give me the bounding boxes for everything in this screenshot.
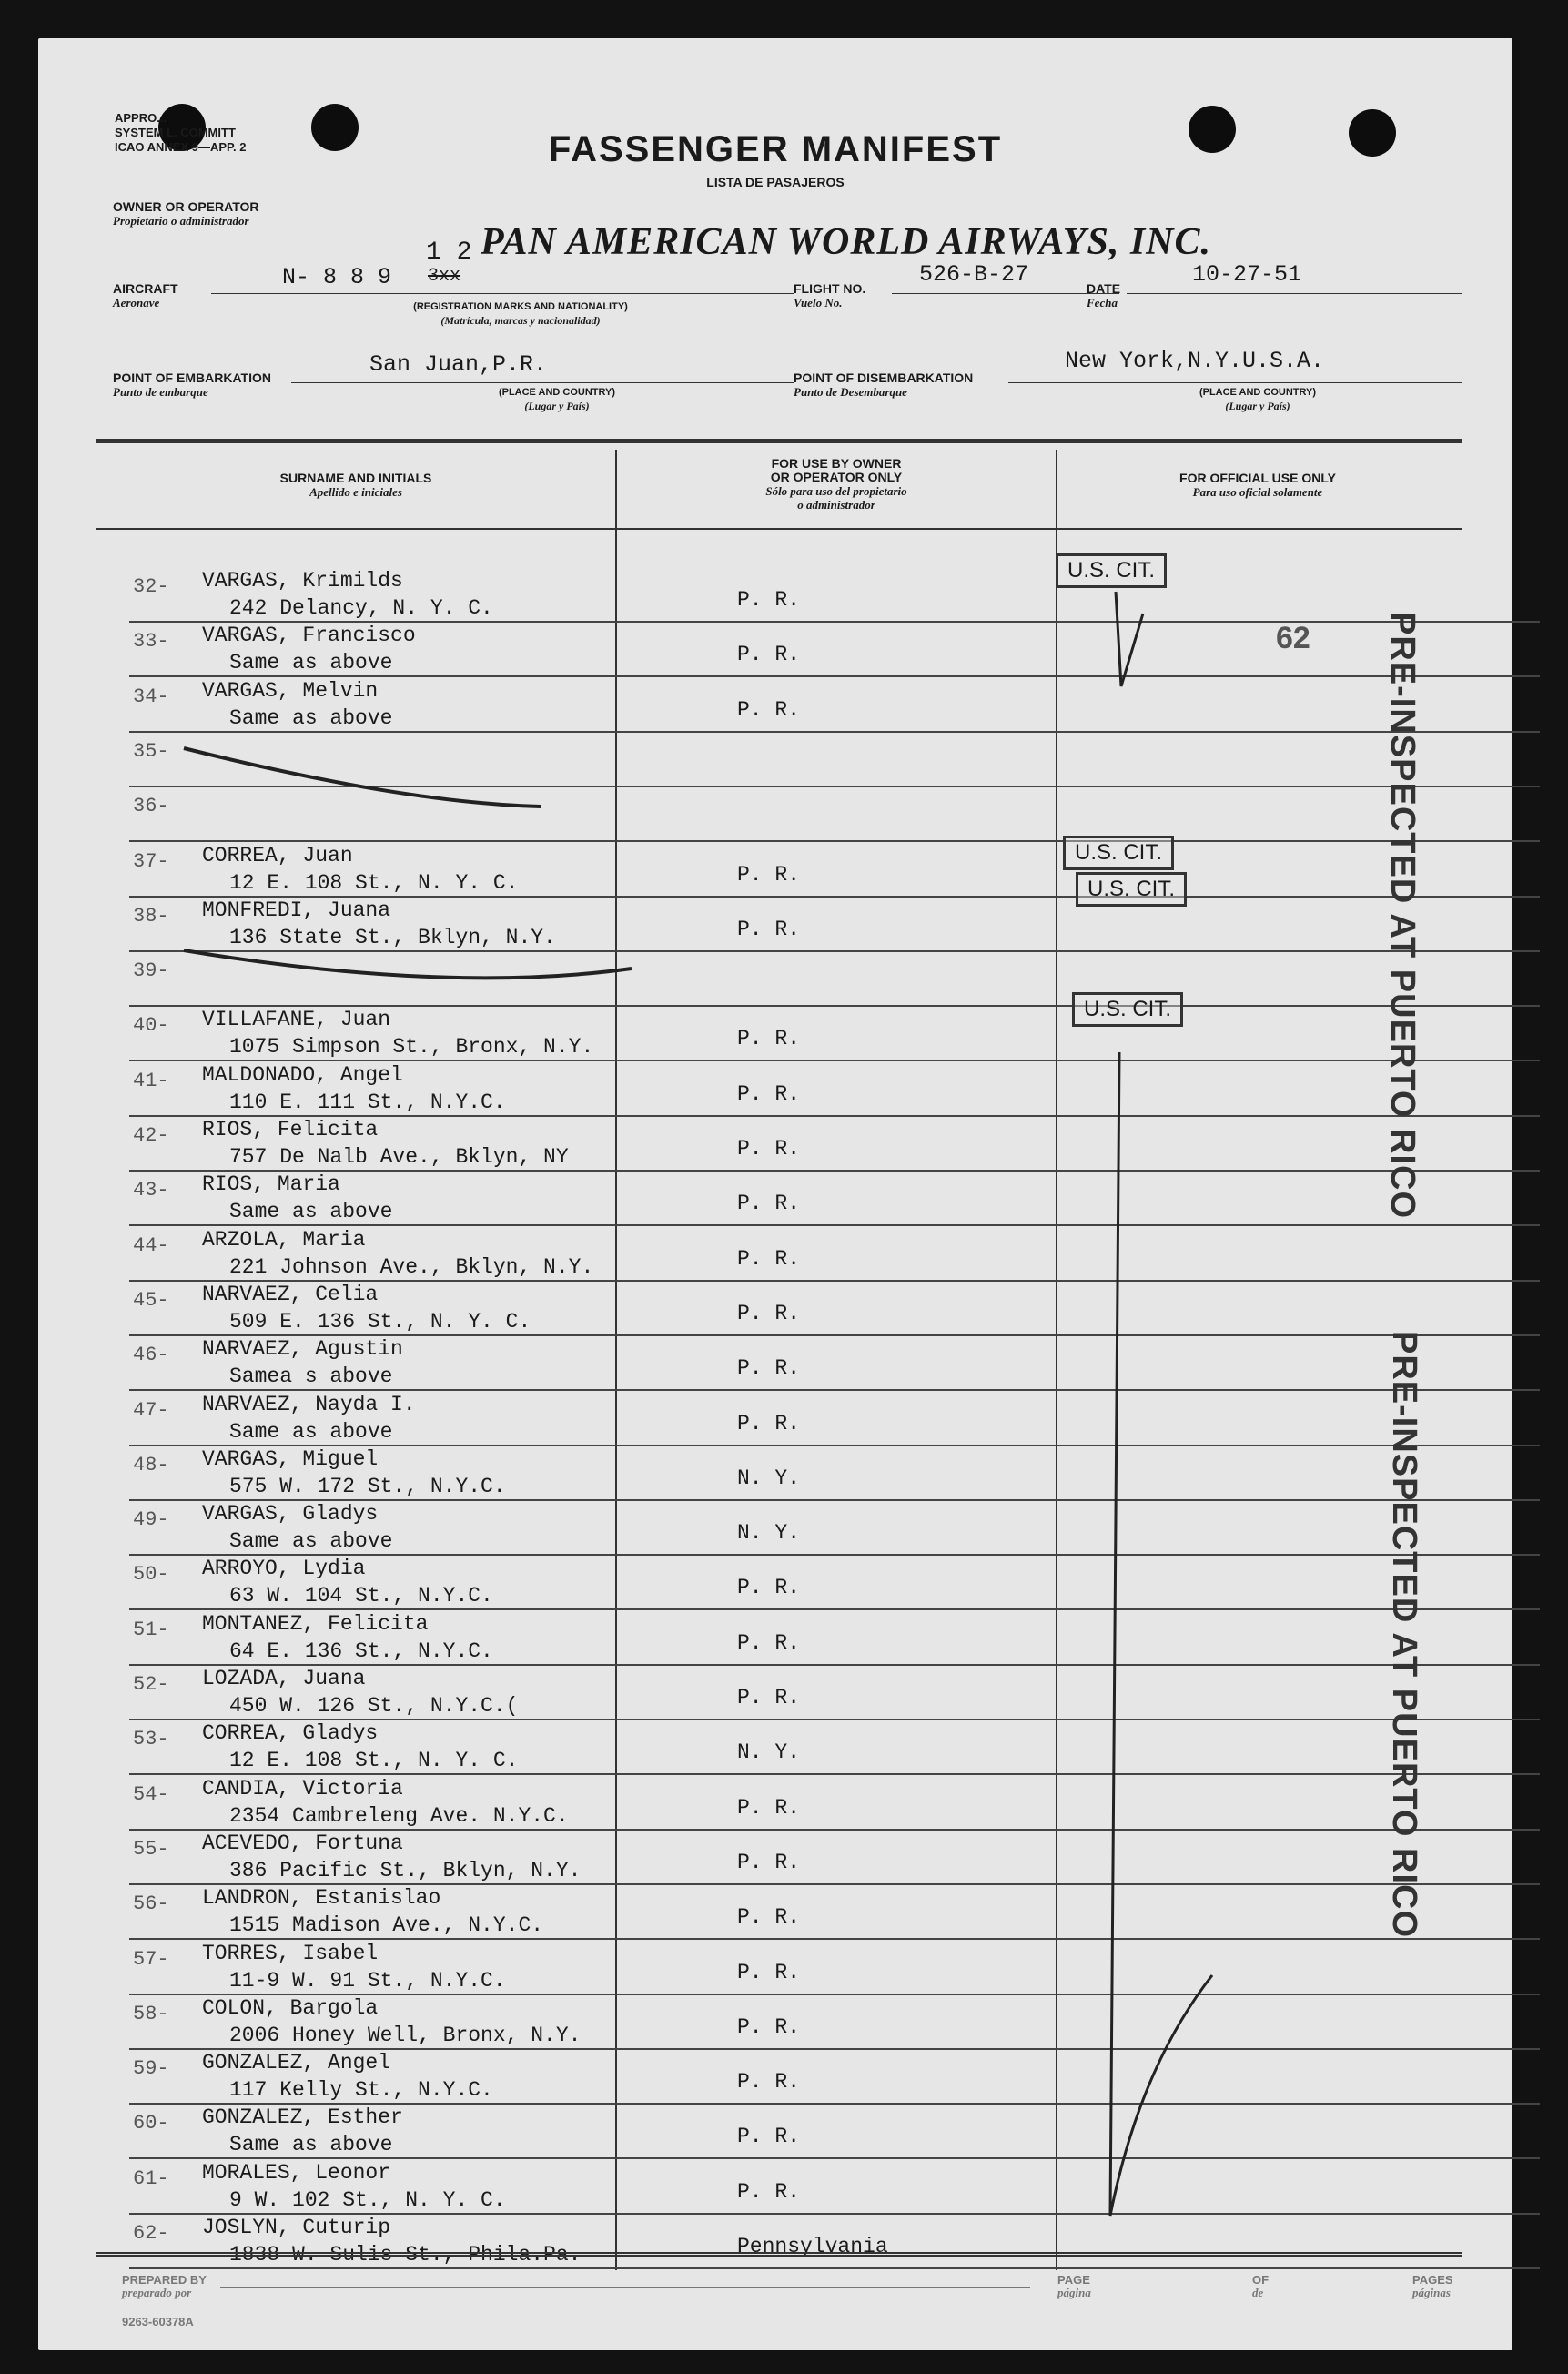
form-number: 9263-60378A	[122, 2315, 194, 2328]
owner-use-entry: N. Y.	[737, 1740, 801, 1765]
row-number: 47-	[133, 1398, 169, 1422]
owner-use-entry: P. R.	[737, 1960, 801, 1984]
owner-use-entry: P. R.	[737, 1576, 801, 1600]
row-number: 32-	[133, 575, 169, 598]
flight-label: FLIGHT NO. Vuelo No.	[794, 281, 866, 309]
owner-use-entry: P. R.	[737, 2179, 801, 2204]
tally-number: 62	[1276, 621, 1310, 655]
row-number: 48-	[133, 1453, 169, 1476]
passenger-name: JOSLYN, Cuturip	[202, 2216, 391, 2239]
passenger-name: VARGAS, Gladys	[202, 1502, 379, 1527]
passenger-address: Same as above	[229, 2133, 393, 2157]
row-number: 55-	[133, 1837, 169, 1861]
row-number: 54-	[133, 1782, 169, 1806]
passenger-address: 509 E. 136 St., N. Y. C.	[229, 1309, 531, 1334]
passenger-address: Same as above	[229, 1529, 393, 1554]
owner-use-entry: P. R.	[737, 1850, 801, 1874]
owner-use-entry: P. R.	[737, 1356, 801, 1381]
passenger-name: COLON, Bargola	[202, 1995, 379, 2020]
aircraft-struck: 3xx	[428, 266, 461, 287]
row-number: 59-	[133, 2057, 169, 2081]
passenger-address: 9 W. 102 St., N. Y. C.	[229, 2187, 506, 2212]
row-number: 45-	[133, 1288, 169, 1312]
date-value: 10-27-51	[1192, 261, 1302, 288]
column-header-surname: SURNAME AND INITIALS Apellido e iniciales	[279, 471, 432, 499]
of-label: OF de	[1252, 2273, 1270, 2299]
row-number: 42-	[133, 1124, 169, 1147]
row-number: 38-	[133, 904, 169, 928]
disembark-value: New York,N.Y.U.S.A.	[1065, 348, 1325, 374]
passenger-name: RIOS, Maria	[202, 1172, 340, 1197]
row-number: 51-	[133, 1618, 169, 1641]
passenger-name: LANDRON, Estanislao	[202, 1886, 441, 1911]
passenger-address: 12 E. 108 St., N. Y. C.	[229, 870, 519, 895]
aircraft-label: AIRCRAFT Aeronave	[113, 281, 178, 309]
owner-use-entry: N. Y.	[737, 1521, 801, 1546]
row-number: 40-	[133, 1014, 169, 1038]
passenger-address: 110 E. 111 St., N.Y.C.	[229, 1090, 506, 1114]
passenger-address: 242 Delancy, N. Y. C.	[229, 596, 493, 620]
row-number: 60-	[133, 2112, 169, 2136]
disembark-place-caption: (PLACE AND COUNTRY) (Lugar y País)	[1199, 387, 1317, 412]
passenger-address: 221 Johnson Ave., Bklyn, N.Y.	[229, 1254, 594, 1279]
passenger-name: CANDIA, Victoria	[202, 1776, 403, 1801]
passenger-name: CORREA, Juan	[202, 843, 353, 867]
passenger-name: ARROYO, Lydia	[202, 1557, 366, 1581]
form-code-line: ICAO ANNEX 9—APP. 2	[115, 140, 247, 154]
embark-value: San Juan,P.R.	[369, 351, 548, 378]
row-number: 62-	[133, 2222, 169, 2245]
check-mark	[1110, 1052, 1212, 2216]
owner-use-entry: P. R.	[737, 917, 801, 941]
prepared-by-label: PREPARED BY preparado por	[122, 2273, 207, 2299]
passenger-name: VARGAS, Krimilds	[202, 569, 403, 593]
owner-use-entry: P. R.	[737, 1027, 801, 1051]
row-number: 44-	[133, 1233, 169, 1257]
passenger-address: 12 E. 108 St., N. Y. C.	[229, 1749, 519, 1773]
strike-line	[184, 748, 541, 807]
passenger-name: NARVAEZ, Agustin	[202, 1337, 403, 1362]
owner-use-entry: P. R.	[737, 1795, 801, 1820]
row-number: 56-	[133, 1892, 169, 1916]
owner-use-entry: P. R.	[737, 862, 801, 887]
passenger-name: LOZADA, Juana	[202, 1667, 366, 1690]
preinspected-stamp: PRE-INSPECTED AT PUERTO RICO	[1383, 612, 1421, 1220]
row-number: 43-	[133, 1179, 169, 1202]
check-mark	[1116, 592, 1143, 686]
passenger-name: ACEVEDO, Fortuna	[202, 1831, 403, 1855]
passenger-name: VARGAS, Melvin	[202, 678, 379, 703]
embark-place-caption: (PLACE AND COUNTRY) (Lugar y País)	[498, 387, 616, 412]
passenger-address: 1075 Simpson St., Bronx, N.Y.	[229, 1035, 594, 1060]
owner-use-entry: P. R.	[737, 2070, 801, 2095]
row-number: 39-	[133, 959, 169, 983]
page-label: PAGE página	[1057, 2273, 1091, 2299]
passenger-name: MORALES, Leonor	[202, 2160, 391, 2185]
us-cit-stamp: U.S. CIT.	[1056, 553, 1167, 588]
prepared-by-underline	[220, 2287, 1030, 2288]
passenger-address: 1515 Madison Ave., N.Y.C.	[229, 1913, 544, 1938]
us-cit-stamp: U.S. CIT.	[1076, 872, 1187, 907]
passenger-name: GONZALEZ, Esther	[202, 2105, 403, 2130]
row-number: 58-	[133, 2002, 169, 2025]
owner-use-entry: P. R.	[737, 1081, 801, 1106]
row-number: 41-	[133, 1069, 169, 1092]
row-number: 57-	[133, 1947, 169, 1971]
owner-use-entry: P. R.	[737, 1246, 801, 1271]
owner-use-entry: P. R.	[737, 2125, 801, 2149]
passenger-name: NARVAEZ, Nayda I.	[202, 1392, 416, 1416]
pen-marks	[38, 38, 1512, 2350]
strike-line	[184, 950, 632, 978]
us-cit-stamp: U.S. CIT.	[1072, 992, 1183, 1027]
owner-use-entry: P. R.	[737, 588, 801, 612]
owner-value: PAN AMERICAN WORLD AIRWAYS, INC.	[481, 221, 1212, 263]
passenger-address: 757 De Nalb Ave., Bklyn, NY	[229, 1145, 569, 1169]
owner-use-entry: N. Y.	[737, 1466, 801, 1490]
passenger-address: Samea s above	[229, 1365, 393, 1389]
us-cit-stamp: U.S. CIT.	[1063, 836, 1174, 870]
row-number: 50-	[133, 1563, 169, 1587]
row-number: 52-	[133, 1673, 169, 1696]
passenger-address: 1838 W. Sulis St., Phila.Pa.	[229, 2243, 582, 2267]
page-subtitle: LISTA DE PASAJEROS	[706, 175, 845, 189]
passenger-address: 11-9 W. 91 St., N.Y.C.	[229, 1968, 506, 1993]
owner-use-entry: P. R.	[737, 1411, 801, 1436]
owner-use-entry: P. R.	[737, 1192, 801, 1216]
passenger-name: MALDONADO, Angel	[202, 1062, 403, 1087]
embark-label: POINT OF EMBARKATION Punto de embarque	[113, 370, 271, 399]
passenger-address: 2006 Honey Well, Bronx, N.Y.	[229, 2023, 582, 2047]
passenger-name: VARGAS, Francisco	[202, 624, 416, 648]
passenger-address: 386 Pacific St., Bklyn, N.Y.	[229, 1858, 582, 1882]
owner-use-entry: P. R.	[737, 2014, 801, 2039]
passenger-address: Same as above	[229, 705, 393, 730]
flight-value: 526-B-27	[919, 261, 1029, 288]
manifest-sheet	[38, 38, 1512, 2350]
passenger-name: MONTANEZ, Felicita	[202, 1611, 429, 1636]
passenger-name: RIOS, Felicita	[202, 1118, 379, 1141]
passenger-address: 117 Kelly St., N.Y.C.	[229, 2078, 493, 2103]
owner-label: OWNER OR OPERATOR Propietario o administrador	[113, 199, 259, 228]
form-code-line: SYSTEM L. COMMITT	[115, 126, 236, 139]
owner-use-entry: Pennsylvania	[737, 2235, 888, 2258]
row-number: 35-	[133, 739, 169, 763]
row-number: 33-	[133, 630, 169, 654]
row-number: 61-	[133, 2166, 169, 2190]
passenger-name: MONFREDI, Juana	[202, 898, 391, 922]
disembark-label: POINT OF DISEMBARKATION Punto de Desembarque	[794, 370, 974, 399]
row-number: 49-	[133, 1508, 169, 1532]
aircraft-correction: 1 2	[426, 238, 472, 267]
passenger-address: 450 W. 126 St., N.Y.C.(	[229, 1694, 519, 1718]
passenger-address: Same as above	[229, 1200, 393, 1224]
passenger-address: 2354 Cambreleng Ave. N.Y.C.	[229, 1803, 569, 1828]
passenger-address: Same as above	[229, 651, 393, 675]
owner-use-entry: P. R.	[737, 697, 801, 722]
passenger-address: 575 W. 172 St., N.Y.C.	[229, 1474, 506, 1498]
column-header-owner-use: FOR USE BY OWNER OR OPERATOR ONLY Sólo para uso del propietario o administrador	[765, 456, 907, 512]
row-number: 36-	[133, 795, 169, 818]
owner-use-entry: P. R.	[737, 1686, 801, 1709]
passenger-name: GONZALEZ, Angel	[202, 2051, 391, 2075]
owner-use-entry: P. R.	[737, 643, 801, 667]
row-number: 37-	[133, 849, 169, 873]
aircraft-value: N- 8 8 9	[282, 264, 392, 290]
passenger-address: 136 State St., Bklyn, N.Y.	[229, 925, 556, 949]
passenger-name: TORRES, Isabel	[202, 1941, 379, 1965]
registration-caption: (REGISTRATION MARKS AND NATIONALITY) (Matrícula, marcas y nacionalidad)	[413, 301, 628, 327]
row-number: 53-	[133, 1728, 169, 1751]
column-header-official: FOR OFFICIAL USE ONLY Para uso oficial solamente	[1179, 471, 1336, 499]
row-number: 34-	[133, 685, 169, 708]
passenger-name: VARGAS, Miguel	[202, 1446, 379, 1471]
owner-use-entry: P. R.	[737, 1905, 801, 1930]
passenger-address: 64 E. 136 St., N.Y.C.	[229, 1638, 493, 1663]
page-title: FASSENGER MANIFEST	[548, 129, 1003, 169]
passenger-name: NARVAEZ, Celia	[202, 1282, 379, 1306]
form-code-line: APPRO...	[115, 111, 167, 125]
owner-use-entry: P. R.	[737, 1301, 801, 1325]
row-number: 46-	[133, 1344, 169, 1367]
passenger-name: CORREA, Gladys	[202, 1721, 379, 1746]
owner-use-entry: P. R.	[737, 1137, 801, 1161]
passenger-name: ARZOLA, Maria	[202, 1227, 366, 1252]
passenger-name: VILLAFANE, Juan	[202, 1008, 391, 1032]
pages-label: PAGES páginas	[1412, 2273, 1453, 2299]
passenger-address: Same as above	[229, 1419, 393, 1444]
passenger-address: 63 W. 104 St., N.Y.C.	[229, 1584, 493, 1608]
date-label: DATE Fecha	[1087, 281, 1121, 309]
owner-use-entry: P. R.	[737, 1630, 801, 1655]
preinspected-stamp: PRE-INSPECTED AT PUERTO RICO	[1385, 1331, 1423, 1939]
